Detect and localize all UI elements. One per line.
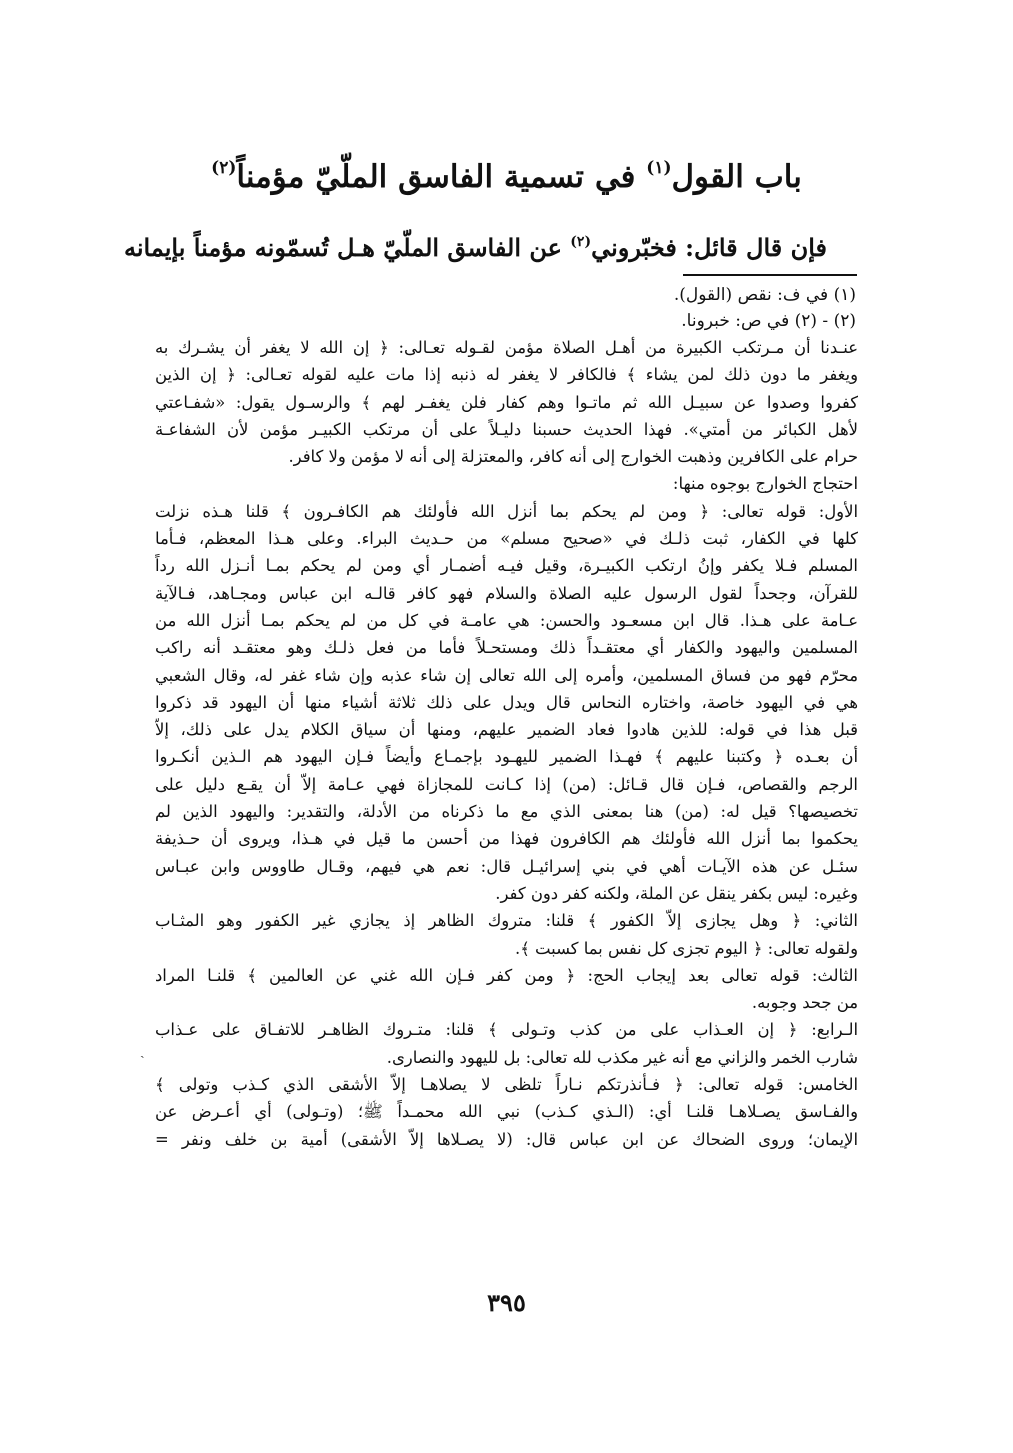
commentary-line: من جحد وجوبه. <box>751 993 858 1013</box>
margin-mark: ˏ <box>140 1043 145 1059</box>
commentary-line: كلها في الكفار، ثبت ذلـك في «صحيح مسلم» من حـديث البراء. وعلى هـذا المعظم، فـأما <box>155 529 858 549</box>
footnote-1: (١) في ف: نقص (القول). <box>673 285 856 305</box>
commentary-line: تخصيصها؟ قيل له: (من) هنا بمعنى الذي مع ما ذكرناه من الأدلة، والتقدير: واليهود الذين لم <box>155 802 858 822</box>
commentary-line: عنـدنا أن مـرتكب الكبيرة من أهـل الصلاة مؤمن لقـوله تعـالى: ﴿ إن الله لا يغفر أن يشـرك به <box>155 338 858 357</box>
chapter-title-part2: في تسمية الفاسق الملّيّ مؤمناً <box>236 159 647 195</box>
commentary-line: الـرابع: ﴿ إن العـذاب على من كذب وتـولى ﴾ قلنا: متـروك الظاهـر للاتفـاق على عـذاب <box>155 1020 858 1040</box>
page-number: ٣٩٥ <box>487 1288 526 1317</box>
commentary-line: سئـل عن هذه الآيـات أهي في بني إسرائيـل قال: نعم هي فيهم، وقـال طاووس وابن عبـاس <box>155 856 858 876</box>
commentary-line: لأهل الكبائر من أمتي». فهذا الحديث حسبنا دليـلاً على أن مرتكب الكبيـر مؤمن لأن الشفاعـة <box>155 419 858 439</box>
commentary-line: الخامس: قوله تعالى: ﴿ فـأنذرتكم نـاراً تلظى لا يصلاهـا إلاّ الأشقى الذي كـذب وتولى ﴾ <box>155 1075 858 1095</box>
intro-footnote-ref[interactable]: (٢) <box>570 234 592 250</box>
commentary-line: ولقوله تعالى: ﴿ اليوم تجزى كل نفس بما كسبت ﴾. <box>515 938 858 958</box>
commentary-line: المسلم فـلا يكفر وإنُ ارتكب الكبيـرة، وقيل فيـه أضمـار أي ومن لم يحكم بمـا أنـزل الله رداً <box>155 556 858 576</box>
commentary-line: قبل هذا في قوله: للذين هادوا فعاد الضمير عليهم، ومنها أن سياق الكلام يدل على ذلك، إلاّ <box>155 720 858 740</box>
commentary-line: المسلمين واليهود والكفار أي معتقـداً ذلك ومستحـلاً فأما من فعل ذلـك وهو معتقـد أنه راكب <box>155 638 858 658</box>
intro-line <box>124 219 827 271</box>
commentary-line: حرام على الكافرين وذهبت الخوارج إلى أنه كافر، والمعتزلة إلى أنه لا مؤمن ولا كافر. <box>288 447 858 467</box>
commentary-line: شارب الخمر والزاني مع أنه غير مكذب لله تعالى: بل لليهود والنصارى. <box>386 1047 858 1067</box>
commentary-line: وغيره: ليس بكفر ينقل عن الملة، ولكنه كفر دون كفر. <box>495 883 858 903</box>
footnotes <box>156 282 856 335</box>
commentary-text <box>155 334 858 1153</box>
footnote-2: (٢) - (٢) في ص: خبرونا. <box>681 311 856 332</box>
commentary-line: أن بعـده ﴿ وكتبنا عليهم ﴾ فهـذا الضمير لليهـود بإجمـاع وأيضاً فـإن اليهود هم الـذين أنكـروا <box>155 747 858 767</box>
commentary-line: الثالث: قوله تعالى بعد إيجاب الحج: ﴿ ومن كفر فـإن الله غني عن العالمين ﴾ قلنـا المراد <box>155 965 858 985</box>
commentary-line: الرجم والقصاص، فـإن قال قـائل: (من) إذا كـانت للمجازاة فهي عـامة إلاّ أن يقـع دليل على <box>155 774 858 794</box>
chapter-title-part1: باب القول <box>671 159 802 195</box>
commentary-line: الإيمان؛ وروى الضحاك عن ابن عباس قال: (لا يصـلاها إلاّ الأشقى) أمية بن خلف ونفر = <box>155 1129 858 1149</box>
footnote-ref-1[interactable]: (١) <box>646 158 672 178</box>
intro-part2: عن الفاسق الملّيّ هـل تُسمّونه مؤمناً بإيمانه <box>124 233 571 262</box>
chapter-title <box>0 143 1013 202</box>
commentary-line: هي في اليهود خاصة، واختاره النحاس قال ويدل على ذلك ثلاثة أشياء منها أن اليهود قد ذكروا <box>155 692 858 712</box>
intro-part1: فإن قال قائل: فخبّروني <box>591 233 827 262</box>
footnote-separator <box>683 274 857 276</box>
commentary-line: الثاني: ﴿ وهل يجازى إلاّ الكفور ﴾ قلنا: متروك الظاهر إذ يجازي غير الكفور وهو المثـاب <box>155 911 858 931</box>
commentary-line: محرّم فهو من فساق المسلمين، وأمره إلى الله تعالى إن شاء عذبه وإن شاء غفر له، وقال الشعبي <box>155 665 858 685</box>
commentary-line: يحكموا بما أنزل الله فأولئك هم الكافرون فهذا من أحسن ما قيل في هـذا، ويروى أن حـذيفة <box>155 829 858 849</box>
commentary-line: الأول: قوله تعالى: ﴿ ومن لم يحكم بما أنزل الله فأولئك هم الكافـرون ﴾ قلنا هـذه نزلت <box>155 501 858 521</box>
commentary-line: عـامة على هـذا. قال ابن مسعـود والحسن: هي عامـة في كل من لم يحكم بمـا أنزل الله من <box>155 610 858 630</box>
commentary-line: كفروا وصدوا عن سبيـل الله ثم ماتـوا وهم كفار فلن يغفـر لهم ﴾ والرسـول يقول: «شفـاعتي <box>155 392 858 412</box>
commentary-line: للقرآن، وجحداً لقول الرسول عليه الصلاة والسلام فهو كافر قالـه ابن عباس ومجـاهد، فـالآية <box>155 583 858 603</box>
commentary-line: ويغفر ما دون ذلك لمن يشاء ﴾ فالكافر لا يغفر له ذنبه إذا مات عليه لقوله تعـالى: ﴿ إن الذين <box>155 365 858 385</box>
commentary-line: احتجاج الخوارج بوجوه منها: <box>672 474 858 494</box>
commentary-line: والفـاسق يصـلاهـا قلنـا أي: (الـذي كـذب) نبي الله محمـداً ﷺ؛ (وتـولى) أي أعـرض عن <box>155 1102 858 1122</box>
footnote-ref-2[interactable]: (٢) <box>211 158 237 178</box>
